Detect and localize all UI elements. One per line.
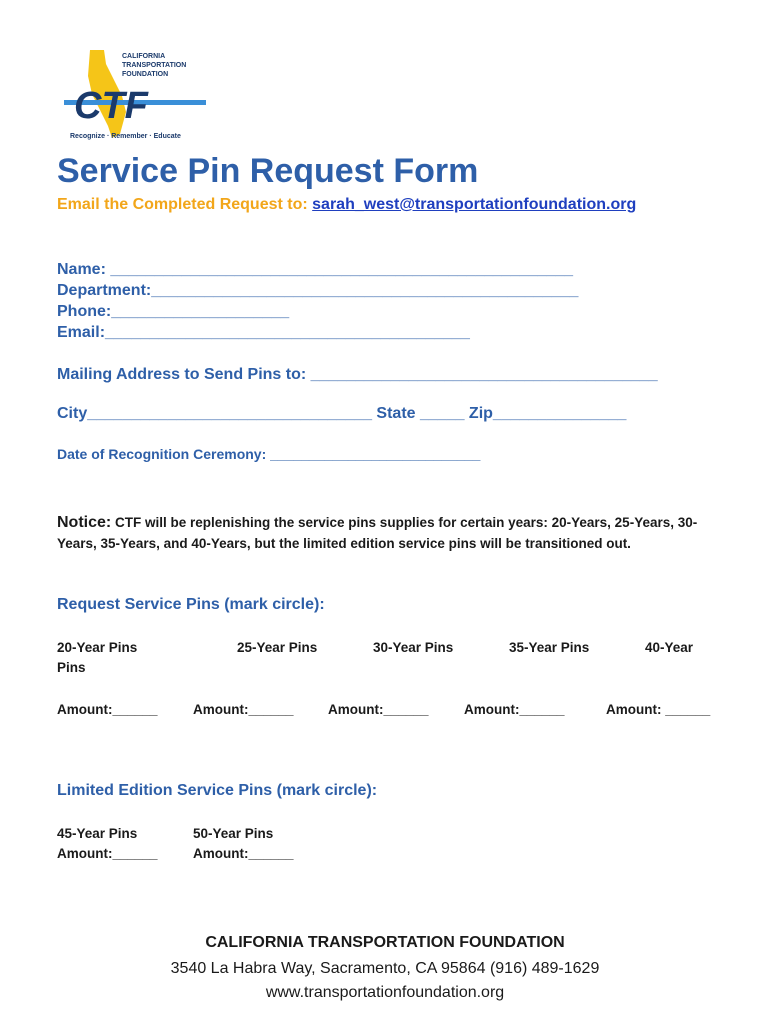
amount-field-25[interactable]: Amount:______: [193, 702, 294, 717]
pin-option-50[interactable]: 50-Year Pins: [193, 826, 274, 841]
pin-option-25[interactable]: 25-Year Pins: [237, 640, 318, 655]
pin-option-20[interactable]: 20-Year Pins: [57, 640, 138, 655]
request-section-heading: Request Service Pins (mark circle):: [57, 596, 325, 613]
email-instruction-label: Email the Completed Request to:: [57, 196, 308, 213]
amount-field-30[interactable]: Amount:______: [328, 702, 429, 717]
pin-option-45[interactable]: 45-Year Pins: [57, 826, 138, 841]
ceremony-date-field[interactable]: Date of Recognition Ceremony: ___________________________: [57, 446, 481, 462]
limited-section-heading: Limited Edition Service Pins (mark circle):: [57, 782, 378, 799]
amount-field-50[interactable]: Amount:______: [193, 846, 294, 861]
email-address-link[interactable]: sarah_west@transportationfoundation.org: [312, 196, 637, 213]
notice-paragraph: [57, 512, 707, 554]
name-field[interactable]: Name: ____________________________________________________: [57, 261, 574, 278]
pin-option-35[interactable]: 35-Year Pins: [509, 640, 590, 655]
amount-field-45[interactable]: Amount:______: [57, 846, 158, 861]
pin-option-40[interactable]: 40-Year: [645, 640, 694, 655]
email-field[interactable]: Email:_________________________________________: [57, 324, 470, 341]
logo-tagline: Recognize · Remember · Educate: [70, 133, 181, 140]
notice-lead: Notice:: [57, 514, 112, 531]
department-field[interactable]: Department:________________________________________________: [57, 282, 579, 299]
phone-field[interactable]: Phone:____________________: [57, 303, 290, 320]
footer-org-name: CALIFORNIA TRANSPORTATION FOUNDATION: [205, 934, 565, 951]
city-state-zip-field[interactable]: City________________________________ State _____ Zip_______________: [57, 405, 627, 422]
amount-field-20[interactable]: Amount:______: [57, 702, 158, 717]
pin-option-30[interactable]: 30-Year Pins: [373, 640, 454, 655]
logo-mark: CTF: [74, 85, 148, 127]
logo-line-1: CALIFORNIA: [122, 53, 166, 60]
logo-line-3: FOUNDATION: [122, 71, 169, 78]
amount-field-35[interactable]: Amount:______: [464, 702, 565, 717]
footer-address: 3540 La Habra Way, Sacramento, CA 95864 (916) 489-1629: [170, 960, 600, 977]
email-instruction: [57, 196, 636, 214]
footer-website[interactable]: www.transportationfoundation.org: [265, 984, 505, 1001]
amount-field-40[interactable]: Amount: ______: [606, 702, 711, 717]
notice-text: CTF will be replenishing the service pins supplies for certain years: 20-Years, 25-Years, 30-Years, 35-Years, and 40-Years, but the limited edition service pins will be transitioned out.: [57, 515, 698, 551]
page-title: Service Pin Request Form: [57, 152, 479, 190]
ctf-logo: [60, 46, 210, 144]
mailing-address-field[interactable]: Mailing Address to Send Pins to: _______________________________________: [57, 366, 658, 383]
logo-line-2: TRANSPORTATION: [122, 62, 187, 69]
pin-option-wrap: Pins: [57, 660, 86, 675]
